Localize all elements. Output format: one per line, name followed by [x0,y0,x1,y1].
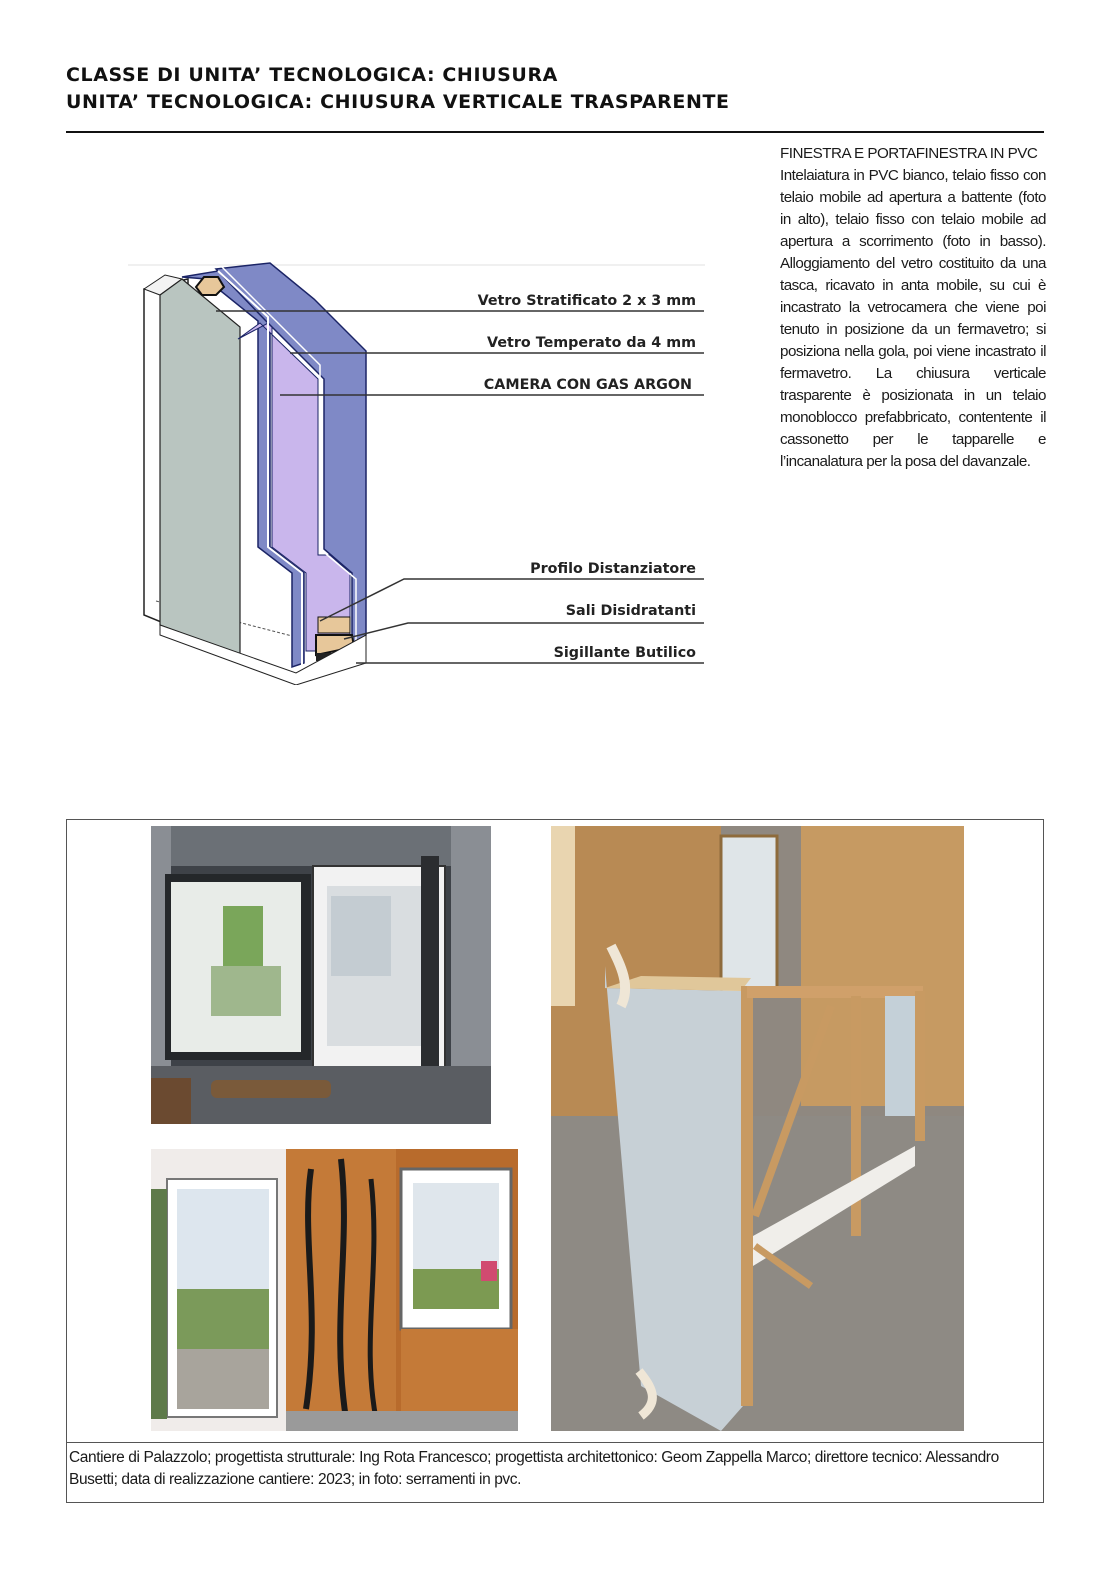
label-butyl-sealant: Sigillante Butilico [553,645,696,661]
description-title: FINESTRA E PORTAFINESTRA IN PVC [780,145,1038,162]
page-title-unit: UNITA’ TECNOLOGICA: CHIUSURA VERTICALE TRASPARENTE [66,91,730,113]
description-block [780,143,1046,473]
top-spacer-profile [196,277,224,295]
photo-prefab-monobloc-frame [551,826,964,1431]
label-spacer-profile: Profilo Distanziatore [530,561,696,577]
photo-caption: Cantiere di Palazzolo; progettista strutturale: Ing Rota Francesco; progettista architettonico: Geom Zappella Marco; direttore tecnico: Alessandro Busetti; data di realizzazione cantiere: 2023; in foto: serramenti in pvc. [66,1443,1044,1503]
label-argon-chamber: CAMERA CON GAS ARGON [483,377,692,393]
photo-casement-window [151,826,491,1124]
header-divider [66,131,1044,133]
label-desiccant-salts: Sali Disidratanti [565,603,696,619]
photo-osb-wall-openings [151,1149,518,1431]
page-title-class: CLASSE DI UNITA’ TECNOLOGICA: CHIUSURA [66,64,558,86]
description-body: Intelaiatura in PVC bianco, telaio fisso con telaio mobile ad apertura a battente (foto in alto), telaio fisso con telaio mobile ad apertura a scorrimento (foto in basso). Alloggiamento del vetro costituito da una tasca, ricavato in anta mobile, su cui è incastrato la vetrocamera che viene poi tenuto in posizione da un fermavetro; si posiziona nella gola, poi viene incastrato il fermavetro. La chiusura verticale trasparente è posizionata in un telaio monoblocco prefabbricato, contentente il cassonetto per le tapparelle e l’incanalatura per la posa del davanzale. [780,167,1046,470]
label-laminated-glass: Vetro Stratificato 2 x 3 mm [477,293,696,309]
label-tempered-glass: Vetro Temperato da 4 mm [487,335,696,351]
glazing-section-diagram [120,255,720,685]
leader-desiccant [344,623,704,639]
frame-profile-grey [160,279,240,655]
